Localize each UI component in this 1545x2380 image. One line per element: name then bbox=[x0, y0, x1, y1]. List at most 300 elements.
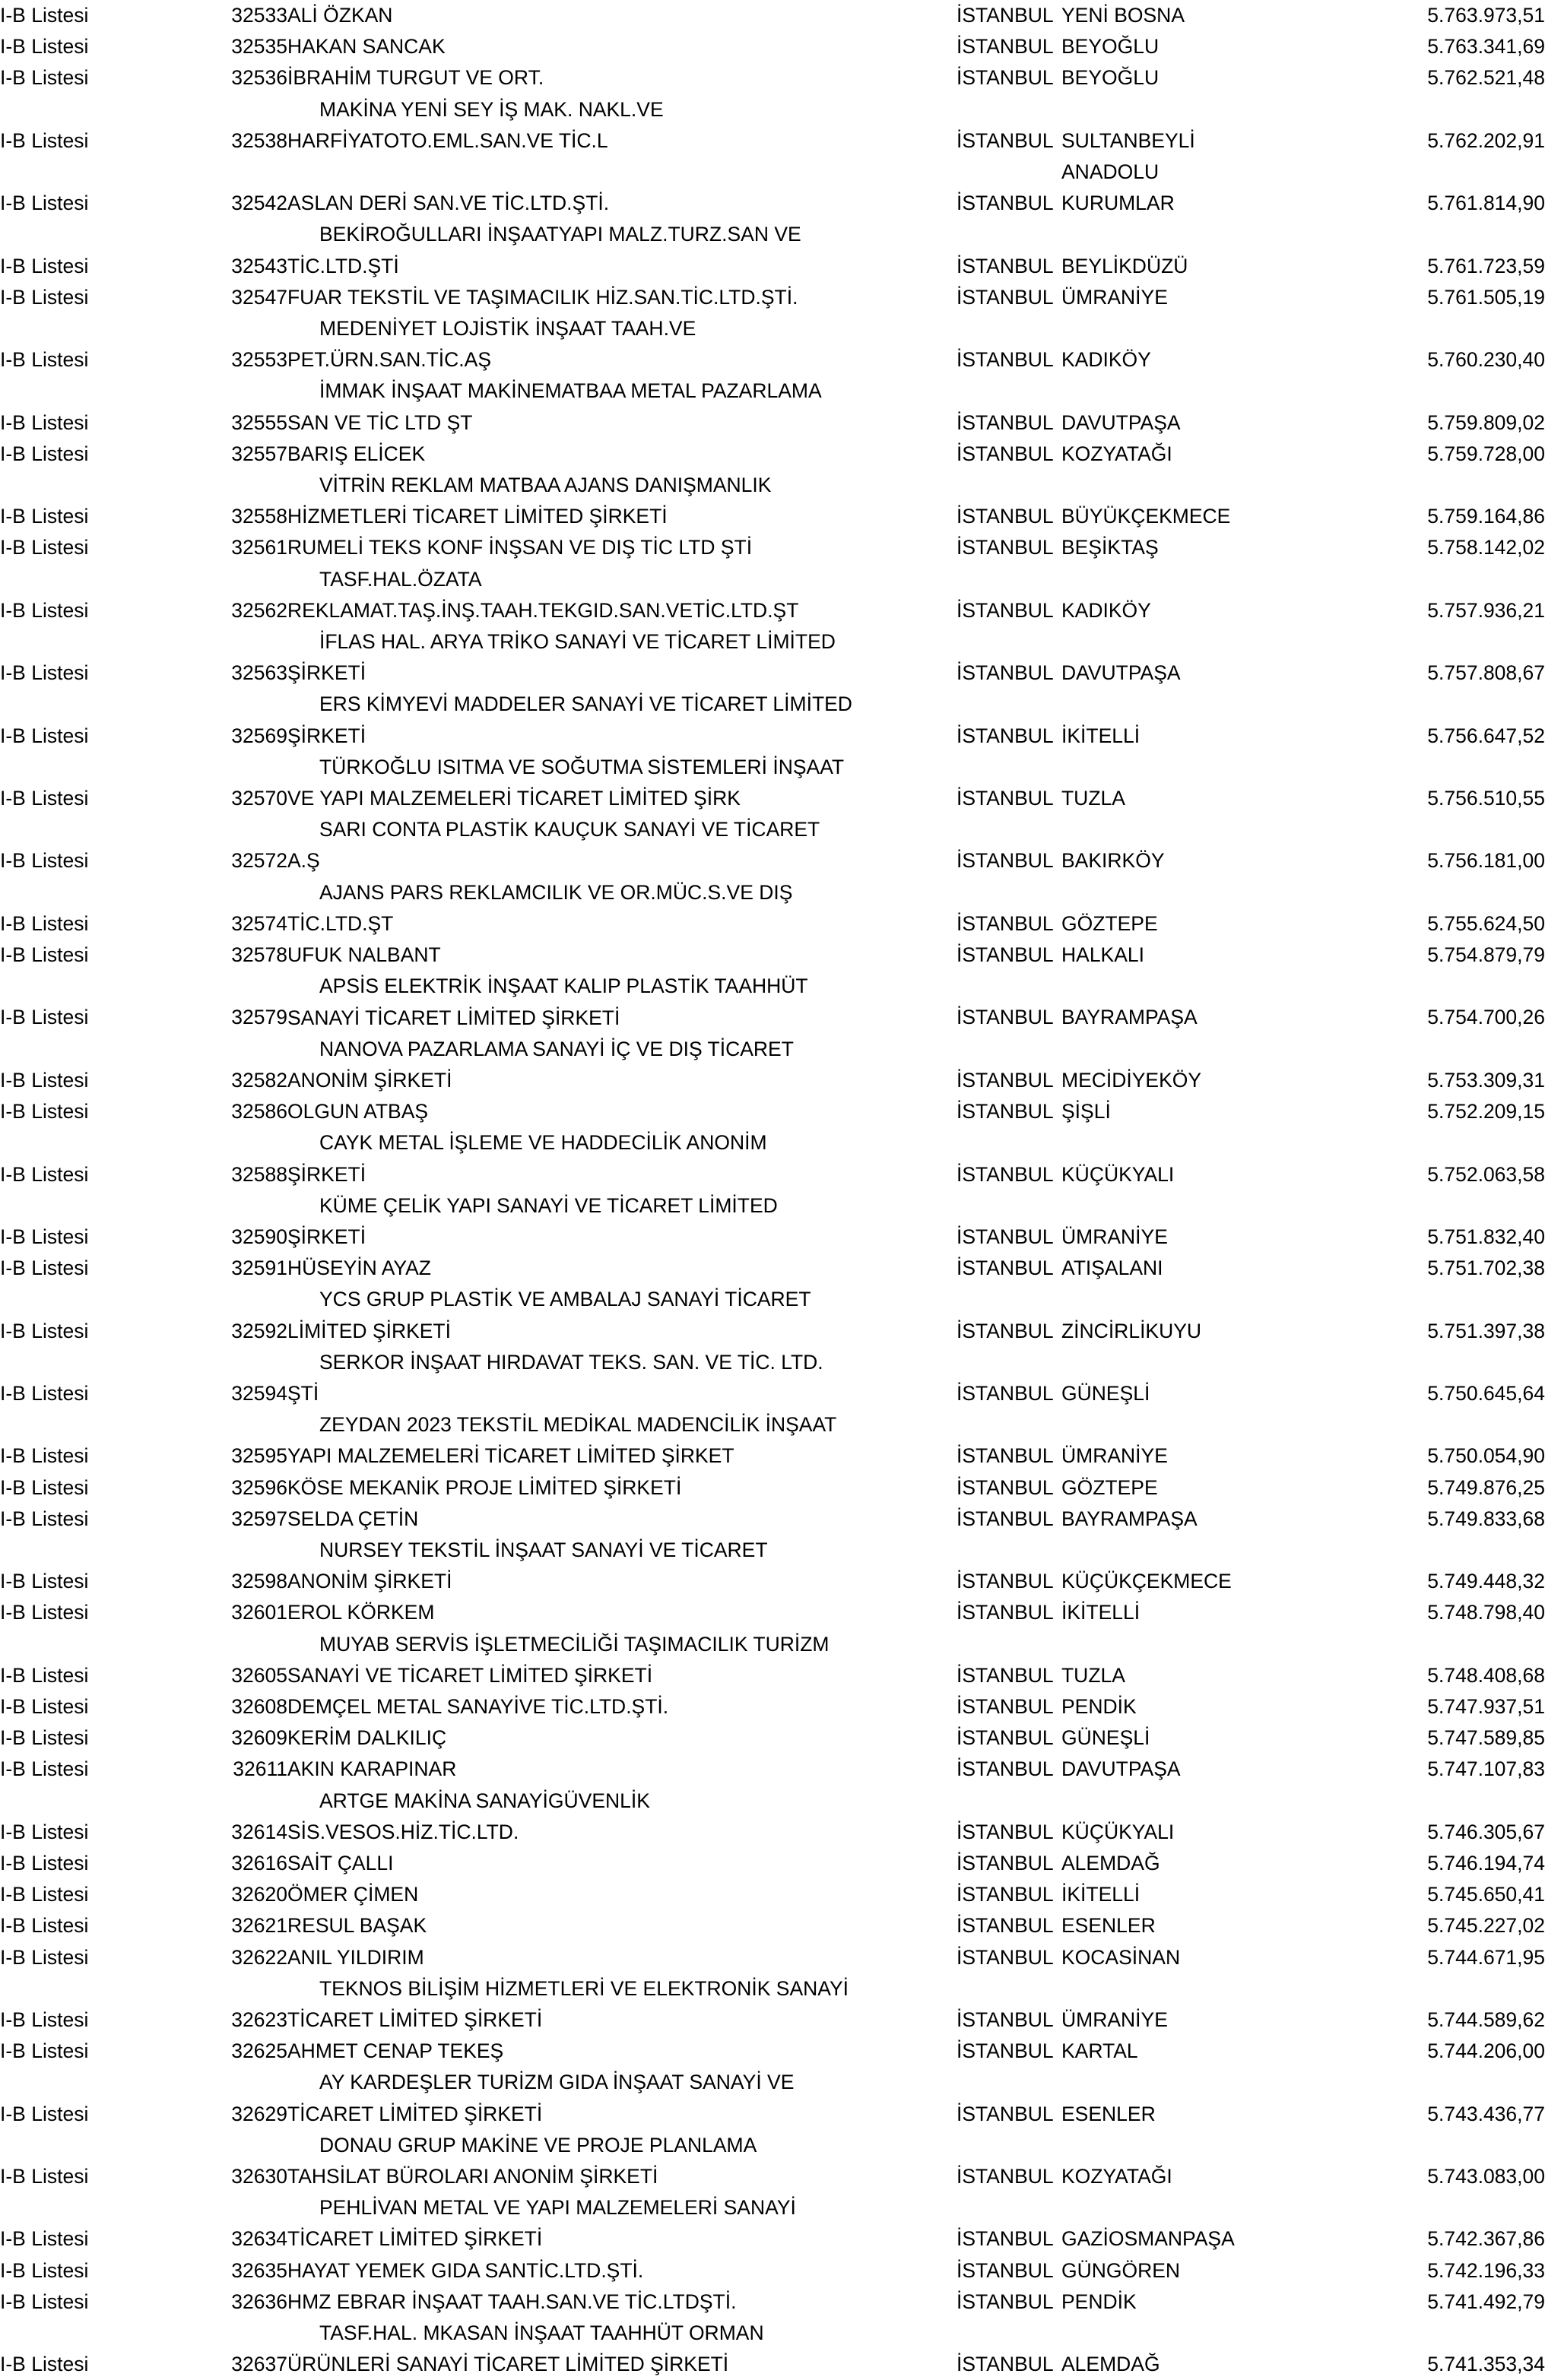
table-row bbox=[0, 1284, 1545, 1346]
table-row bbox=[0, 1879, 1545, 1910]
cell-tax-office bbox=[1061, 1973, 1356, 2036]
cell-record-id bbox=[205, 31, 287, 62]
cell-list-label bbox=[0, 1284, 205, 1346]
record-id: 32636 bbox=[231, 2290, 287, 2313]
list-label: I-B Listesi bbox=[0, 1475, 89, 1499]
cell-taxpayer-name bbox=[287, 877, 957, 940]
tax-office: ŞİŞLİ bbox=[1061, 1100, 1111, 1123]
cell-tax-office bbox=[1061, 1691, 1356, 1722]
cell-province bbox=[957, 689, 1061, 751]
debt-amount: 5.756.181,00 bbox=[1427, 849, 1545, 873]
cell-debt-amount bbox=[1356, 439, 1545, 470]
debt-amount: 5.757.808,67 bbox=[1427, 661, 1545, 685]
province: İSTANBUL bbox=[957, 128, 1054, 152]
cell-record-id bbox=[205, 2255, 287, 2287]
cell-list-label bbox=[0, 94, 205, 157]
cell-debt-amount bbox=[1356, 2036, 1545, 2067]
cell-province bbox=[957, 2067, 1061, 2129]
tax-office: YENİ BOSNA bbox=[1061, 4, 1185, 27]
taxpayer-name: LİMİTED ŞİRKETİ bbox=[287, 1319, 451, 1342]
cell-record-id bbox=[205, 2287, 287, 2318]
cell-record-id bbox=[205, 1848, 287, 1879]
province: İSTANBUL bbox=[957, 536, 1054, 559]
table-row bbox=[0, 1472, 1545, 1504]
cell-province bbox=[957, 1629, 1061, 1691]
tax-office: KÜÇÜKYALI bbox=[1061, 1820, 1175, 1843]
cell-list-label bbox=[0, 1879, 205, 1910]
list-label: I-B Listesi bbox=[0, 1663, 89, 1687]
cell-taxpayer-name bbox=[287, 940, 957, 971]
list-label: I-B Listesi bbox=[0, 849, 89, 873]
tax-office: ÜMRANİYE bbox=[1061, 1444, 1168, 1468]
debt-amount: 5.761.723,59 bbox=[1427, 254, 1545, 277]
table-row bbox=[0, 1409, 1545, 1472]
cell-list-label bbox=[0, 1629, 205, 1691]
cell-record-id bbox=[205, 2036, 287, 2067]
province: İSTANBUL bbox=[957, 1883, 1054, 1906]
taxpayer-name: TİCARET LİMİTED ŞİRKETİ bbox=[287, 2008, 543, 2031]
table-row bbox=[0, 1722, 1545, 1754]
table-row bbox=[0, 1629, 1545, 1691]
cell-debt-amount bbox=[1356, 31, 1545, 62]
cell-taxpayer-name bbox=[287, 1127, 957, 1190]
taxpayer-name-continuation: AY KARDEŞLER TURİZM GIDA İNŞAAT SANAYİ VE bbox=[319, 2071, 795, 2094]
record-id: 32582 bbox=[231, 1068, 287, 1092]
list-label: I-B Listesi bbox=[0, 911, 89, 935]
taxpayer-name-continuation: DONAU GRUP MAKİNE VE PROJE PLANLAMA bbox=[319, 2133, 757, 2157]
record-id: 32616 bbox=[231, 1851, 287, 1875]
record-id: 32592 bbox=[231, 1319, 287, 1342]
cell-debt-amount bbox=[1356, 1284, 1545, 1346]
record-id: 32561 bbox=[231, 536, 287, 559]
province: İSTANBUL bbox=[957, 911, 1054, 935]
debt-amount: 5.763.341,69 bbox=[1427, 35, 1545, 59]
taxpayer-name-continuation: MAKİNA YENİ SEY İŞ MAK. NAKL.VE bbox=[319, 97, 664, 121]
list-label: I-B Listesi bbox=[0, 442, 89, 465]
cell-province bbox=[957, 877, 1061, 940]
cell-province bbox=[957, 564, 1061, 626]
cell-tax-office bbox=[1061, 313, 1356, 376]
record-id: 32625 bbox=[231, 2039, 287, 2063]
province: İSTANBUL bbox=[957, 849, 1054, 873]
cell-tax-office bbox=[1061, 1034, 1356, 1096]
cell-tax-office bbox=[1061, 2192, 1356, 2255]
cell-province bbox=[957, 1409, 1061, 1472]
tax-office: KARTAL bbox=[1061, 2039, 1138, 2063]
cell-province bbox=[957, 1504, 1061, 1535]
cell-province bbox=[957, 2192, 1061, 2255]
record-id: 32596 bbox=[231, 1475, 287, 1499]
province: İSTANBUL bbox=[957, 348, 1054, 372]
list-label: I-B Listesi bbox=[0, 1257, 89, 1280]
cell-record-id bbox=[205, 1786, 287, 1848]
cell-list-label bbox=[0, 1942, 205, 1973]
taxpayer-name: HAKAN SANCAK bbox=[287, 35, 446, 59]
taxpayer-name: TİCARET LİMİTED ŞİRKETİ bbox=[287, 2227, 543, 2251]
cell-record-id bbox=[205, 877, 287, 940]
taxpayer-name-continuation: NANOVA PAZARLAMA SANAYİ İÇ VE DIŞ TİCARET bbox=[319, 1037, 794, 1060]
list-label: I-B Listesi bbox=[0, 1820, 89, 1843]
tax-office: GÖZTEPE bbox=[1061, 911, 1158, 935]
taxpayer-name-continuation: MUYAB SERVİS İŞLETMECİLİĞİ TAŞIMACILIK TURİZM bbox=[319, 1632, 830, 1656]
cell-record-id bbox=[205, 971, 287, 1033]
cell-taxpayer-name bbox=[287, 1629, 957, 1691]
cell-tax-office bbox=[1061, 282, 1356, 313]
cell-tax-office bbox=[1061, 1597, 1356, 1628]
tax-office: HALKALI bbox=[1061, 943, 1145, 967]
cell-debt-amount bbox=[1356, 2255, 1545, 2287]
cell-debt-amount bbox=[1356, 564, 1545, 626]
cell-tax-office bbox=[1061, 1347, 1356, 1409]
taxpayer-name: SELDA ÇETİN bbox=[287, 1507, 419, 1530]
cell-tax-office bbox=[1061, 971, 1356, 1033]
province: İSTANBUL bbox=[957, 2227, 1054, 2251]
province: İSTANBUL bbox=[957, 4, 1054, 27]
cell-taxpayer-name bbox=[287, 1535, 957, 1597]
debt-amount: 5.743.436,77 bbox=[1427, 2102, 1545, 2125]
cell-taxpayer-name bbox=[287, 1910, 957, 1941]
cell-province bbox=[957, 1472, 1061, 1504]
cell-record-id bbox=[205, 1347, 287, 1409]
cell-tax-office bbox=[1061, 1190, 1356, 1253]
list-label: I-B Listesi bbox=[0, 661, 89, 685]
cell-tax-office bbox=[1061, 1472, 1356, 1504]
taxpayer-name: RESUL BAŞAK bbox=[287, 1914, 427, 1938]
debt-amount: 5.752.063,58 bbox=[1427, 1162, 1545, 1186]
taxpayer-name-continuation: NURSEY TEKSTİL İNŞAAT SANAYİ VE TİCARET bbox=[319, 1538, 768, 1561]
province: İSTANBUL bbox=[957, 598, 1054, 622]
taxpayer-name-continuation: MEDENİYET LOJİSTİK İNŞAAT TAAH.VE bbox=[319, 317, 696, 341]
record-id: 32590 bbox=[231, 1225, 287, 1248]
debt-amount: 5.748.798,40 bbox=[1427, 1601, 1545, 1624]
table-row bbox=[0, 0, 1545, 31]
cell-province bbox=[957, 814, 1061, 876]
record-id: 32635 bbox=[231, 2258, 287, 2282]
list-label: I-B Listesi bbox=[0, 2008, 89, 2031]
list-label: I-B Listesi bbox=[0, 2102, 89, 2125]
tax-office: KÜÇÜKÇEKMECE bbox=[1061, 1570, 1232, 1593]
taxpayer-name: AKIN KARAPINAR bbox=[287, 1757, 457, 1781]
province: İSTANBUL bbox=[957, 1381, 1054, 1405]
province: İSTANBUL bbox=[957, 285, 1054, 309]
cell-record-id bbox=[205, 2067, 287, 2129]
tax-office: KOZYATAĞI bbox=[1061, 442, 1172, 465]
table-row bbox=[0, 1973, 1545, 2036]
list-label: I-B Listesi bbox=[0, 1381, 89, 1405]
cell-record-id bbox=[205, 1942, 287, 1973]
debt-amount: 5.749.876,25 bbox=[1427, 1475, 1545, 1499]
cell-province bbox=[957, 376, 1061, 438]
cell-record-id bbox=[205, 1973, 287, 2036]
cell-record-id bbox=[205, 376, 287, 438]
taxpayer-name: YAPI MALZEMELERİ TİCARET LİMİTED ŞİRKET bbox=[287, 1444, 734, 1468]
debt-amount: 5.742.367,86 bbox=[1427, 2227, 1545, 2251]
debt-amount: 5.751.702,38 bbox=[1427, 1257, 1545, 1280]
list-label: I-B Listesi bbox=[0, 1225, 89, 1248]
record-id: 32570 bbox=[231, 787, 287, 810]
cell-tax-office bbox=[1061, 1879, 1356, 1910]
taxpayer-name: PET.ÜRN.SAN.TİC.AŞ bbox=[287, 348, 491, 372]
cell-province bbox=[957, 1910, 1061, 1941]
province: İSTANBUL bbox=[957, 1945, 1054, 1969]
taxpayer-name: HİZMETLERİ TİCARET LİMİTED ŞİRKETİ bbox=[287, 505, 668, 528]
cell-debt-amount bbox=[1356, 1691, 1545, 1722]
list-label: I-B Listesi bbox=[0, 1162, 89, 1186]
cell-list-label bbox=[0, 31, 205, 62]
cell-list-label bbox=[0, 2287, 205, 2318]
cell-record-id bbox=[205, 94, 287, 157]
cell-list-label bbox=[0, 689, 205, 751]
cell-tax-office bbox=[1061, 62, 1356, 93]
tax-office: ÜMRANİYE bbox=[1061, 285, 1168, 309]
debt-amount: 5.751.397,38 bbox=[1427, 1319, 1545, 1342]
list-label: I-B Listesi bbox=[0, 35, 89, 59]
debt-amount: 5.756.647,52 bbox=[1427, 724, 1545, 747]
list-label: I-B Listesi bbox=[0, 2227, 89, 2251]
cell-tax-office bbox=[1061, 2255, 1356, 2287]
cell-taxpayer-name bbox=[287, 1879, 957, 1910]
record-id: 32601 bbox=[231, 1601, 287, 1624]
tax-office-continuation: ANADOLU bbox=[1061, 160, 1160, 184]
list-label: I-B Listesi bbox=[0, 348, 89, 372]
table-row bbox=[0, 470, 1545, 532]
record-id: 32630 bbox=[231, 2165, 287, 2188]
tax-office: BEYLİKDÜZÜ bbox=[1061, 254, 1188, 277]
cell-record-id bbox=[205, 814, 287, 876]
list-label: I-B Listesi bbox=[0, 1444, 89, 1468]
tax-office: BEYOĞLU bbox=[1061, 66, 1160, 90]
list-label: I-B Listesi bbox=[0, 285, 89, 309]
record-id: 32542 bbox=[231, 192, 287, 215]
cell-debt-amount bbox=[1356, 814, 1545, 876]
debt-amount: 5.761.505,19 bbox=[1427, 285, 1545, 309]
cell-tax-office bbox=[1061, 1722, 1356, 1754]
cell-province bbox=[957, 1879, 1061, 1910]
cell-debt-amount bbox=[1356, 1629, 1545, 1691]
cell-debt-amount bbox=[1356, 1597, 1545, 1628]
province: İSTANBUL bbox=[957, 943, 1054, 967]
cell-record-id bbox=[205, 1190, 287, 1253]
cell-tax-office bbox=[1061, 1409, 1356, 1472]
tax-office: KADIKÖY bbox=[1061, 598, 1151, 622]
record-id: 32543 bbox=[231, 254, 287, 277]
cell-taxpayer-name bbox=[287, 1472, 957, 1504]
taxpayer-name: ŞTİ bbox=[287, 1381, 319, 1405]
table-row bbox=[0, 2255, 1545, 2287]
cell-record-id bbox=[205, 62, 287, 93]
table-row bbox=[0, 1347, 1545, 1409]
cell-record-id bbox=[205, 752, 287, 814]
debt-amount: 5.744.589,62 bbox=[1427, 2008, 1545, 2031]
cell-debt-amount bbox=[1356, 313, 1545, 376]
cell-tax-office bbox=[1061, 1754, 1356, 1785]
province: İSTANBUL bbox=[957, 1475, 1054, 1499]
cell-record-id bbox=[205, 532, 287, 563]
cell-debt-amount bbox=[1356, 752, 1545, 814]
cell-record-id bbox=[205, 626, 287, 689]
cell-tax-office bbox=[1061, 1848, 1356, 1879]
record-id: 32609 bbox=[231, 1726, 287, 1750]
table-row bbox=[0, 564, 1545, 626]
table-row bbox=[0, 157, 1545, 219]
cell-tax-office bbox=[1061, 157, 1356, 219]
list-label: I-B Listesi bbox=[0, 724, 89, 747]
list-label: I-B Listesi bbox=[0, 1006, 89, 1029]
taxpayer-name: SANAYİ TİCARET LİMİTED ŞİRKETİ bbox=[287, 1006, 620, 1029]
cell-taxpayer-name bbox=[287, 1786, 957, 1848]
tax-office: KÜÇÜKYALI bbox=[1061, 1162, 1175, 1186]
taxpayer-name: ANIL YILDIRIM bbox=[287, 1945, 424, 1969]
tax-office: BAKIRKÖY bbox=[1061, 849, 1165, 873]
tax-office: ÜMRANİYE bbox=[1061, 1225, 1168, 1248]
cell-debt-amount bbox=[1356, 2130, 1545, 2192]
taxpayer-name: SANAYİ VE TİCARET LİMİTED ŞİRKETİ bbox=[287, 1663, 653, 1687]
cell-taxpayer-name bbox=[287, 532, 957, 563]
taxpayer-name-continuation: TÜRKOĞLU ISITMA VE SOĞUTMA SİSTEMLERİ İNŞAAT bbox=[319, 755, 845, 778]
cell-record-id bbox=[205, 1409, 287, 1472]
cell-debt-amount bbox=[1356, 1848, 1545, 1879]
province: İSTANBUL bbox=[957, 1601, 1054, 1624]
cell-taxpayer-name bbox=[287, 2067, 957, 2129]
debt-amount: 5.762.521,48 bbox=[1427, 66, 1545, 90]
cell-province bbox=[957, 1347, 1061, 1409]
province: İSTANBUL bbox=[957, 2102, 1054, 2125]
cell-debt-amount bbox=[1356, 1253, 1545, 1284]
cell-taxpayer-name bbox=[287, 439, 957, 470]
list-label: I-B Listesi bbox=[0, 2258, 89, 2282]
cell-taxpayer-name bbox=[287, 2287, 957, 2318]
cell-list-label bbox=[0, 2130, 205, 2192]
cell-tax-office bbox=[1061, 1942, 1356, 1973]
cell-record-id bbox=[205, 1629, 287, 1691]
cell-record-id bbox=[205, 1910, 287, 1941]
table-row bbox=[0, 1034, 1545, 1096]
province: İSTANBUL bbox=[957, 2039, 1054, 2063]
taxpayer-name: ŞİRKETİ bbox=[287, 1225, 366, 1248]
cell-list-label bbox=[0, 376, 205, 438]
cell-province bbox=[957, 2255, 1061, 2287]
cell-record-id bbox=[205, 219, 287, 281]
tax-office: BEŞİKTAŞ bbox=[1061, 536, 1159, 559]
taxpayer-name-continuation: ERS KİMYEVİ MADDELER SANAYİ VE TİCARET LİMİTED bbox=[319, 692, 852, 716]
record-id: 32622 bbox=[231, 1945, 287, 1969]
record-id: 32572 bbox=[231, 849, 287, 873]
taxpayer-name: A.Ş bbox=[287, 849, 320, 873]
cell-list-label bbox=[0, 2192, 205, 2255]
cell-province bbox=[957, 313, 1061, 376]
cell-record-id bbox=[205, 1034, 287, 1096]
record-id: 32557 bbox=[231, 442, 287, 465]
taxpayer-name-continuation: APSİS ELEKTRİK İNŞAAT KALIP PLASTİK TAAHHÜT bbox=[319, 975, 808, 998]
cell-taxpayer-name bbox=[287, 470, 957, 532]
cell-tax-office bbox=[1061, 1535, 1356, 1597]
cell-list-label bbox=[0, 2318, 205, 2380]
list-label: I-B Listesi bbox=[0, 1726, 89, 1750]
debt-amount: 5.747.589,85 bbox=[1427, 1726, 1545, 1750]
province: İSTANBUL bbox=[957, 35, 1054, 59]
record-id: 32558 bbox=[231, 505, 287, 528]
taxpayer-name: HÜSEYİN AYAZ bbox=[287, 1257, 431, 1280]
cell-tax-office bbox=[1061, 0, 1356, 31]
cell-taxpayer-name bbox=[287, 564, 957, 626]
province: İSTANBUL bbox=[957, 1006, 1054, 1029]
taxpayer-name-continuation: CAYK METAL İŞLEME VE HADDECİLİK ANONİM bbox=[319, 1131, 767, 1155]
cell-taxpayer-name bbox=[287, 2130, 957, 2192]
cell-list-label bbox=[0, 752, 205, 814]
list-label: I-B Listesi bbox=[0, 1694, 89, 1718]
taxpayer-name: ANONİM ŞİRKETİ bbox=[287, 1068, 452, 1092]
tax-office: BEYOĞLU bbox=[1061, 35, 1160, 59]
record-id: 32611 bbox=[233, 1757, 287, 1781]
province: İSTANBUL bbox=[957, 787, 1054, 810]
cell-debt-amount bbox=[1356, 282, 1545, 313]
record-id: 32538 bbox=[231, 128, 287, 152]
province: İSTANBUL bbox=[957, 442, 1054, 465]
list-label: I-B Listesi bbox=[0, 1068, 89, 1092]
taxpayer-name: ŞİRKETİ bbox=[287, 724, 366, 747]
cell-list-label bbox=[0, 1190, 205, 1253]
cell-province bbox=[957, 1973, 1061, 2036]
province: İSTANBUL bbox=[957, 1068, 1054, 1092]
cell-taxpayer-name bbox=[287, 157, 957, 219]
tax-office: ESENLER bbox=[1061, 2102, 1156, 2125]
cell-taxpayer-name bbox=[287, 313, 957, 376]
tax-office: ESENLER bbox=[1061, 1914, 1156, 1938]
province: İSTANBUL bbox=[957, 1694, 1054, 1718]
cell-taxpayer-name bbox=[287, 282, 957, 313]
debt-amount: 5.763.973,51 bbox=[1427, 4, 1545, 27]
cell-debt-amount bbox=[1356, 2287, 1545, 2318]
province: İSTANBUL bbox=[957, 1570, 1054, 1593]
province: İSTANBUL bbox=[957, 192, 1054, 215]
cell-record-id bbox=[205, 1691, 287, 1722]
list-label: I-B Listesi bbox=[0, 1883, 89, 1906]
cell-taxpayer-name bbox=[287, 1973, 957, 2036]
list-label: I-B Listesi bbox=[0, 1914, 89, 1938]
cell-debt-amount bbox=[1356, 94, 1545, 157]
cell-province bbox=[957, 282, 1061, 313]
list-label: I-B Listesi bbox=[0, 1851, 89, 1875]
taxpayer-name: KERİM DALKILIÇ bbox=[287, 1726, 447, 1750]
cell-debt-amount bbox=[1356, 470, 1545, 532]
taxpayer-name: ALİ ÖZKAN bbox=[287, 4, 393, 27]
debt-amount: 5.752.209,15 bbox=[1427, 1100, 1545, 1123]
cell-taxpayer-name bbox=[287, 1190, 957, 1253]
list-label: I-B Listesi bbox=[0, 598, 89, 622]
taxpayer-name-continuation: TASF.HAL. MKASAN İNŞAAT TAAHHÜT ORMAN bbox=[319, 2321, 764, 2345]
debt-amount: 5.742.196,33 bbox=[1427, 2258, 1545, 2282]
cell-province bbox=[957, 2318, 1061, 2380]
list-label: I-B Listesi bbox=[0, 943, 89, 967]
debt-amount: 5.746.194,74 bbox=[1427, 1851, 1545, 1875]
cell-taxpayer-name bbox=[287, 1504, 957, 1535]
cell-list-label bbox=[0, 1535, 205, 1597]
tax-office: PENDİK bbox=[1061, 1694, 1137, 1718]
record-id: 32547 bbox=[231, 285, 287, 309]
cell-province bbox=[957, 62, 1061, 93]
cell-debt-amount bbox=[1356, 157, 1545, 219]
cell-debt-amount bbox=[1356, 1096, 1545, 1127]
record-id: 32569 bbox=[231, 724, 287, 747]
list-label: I-B Listesi bbox=[0, 66, 89, 90]
record-id: 32574 bbox=[231, 911, 287, 935]
list-label: I-B Listesi bbox=[0, 410, 89, 434]
cell-taxpayer-name bbox=[287, 1691, 957, 1722]
cell-debt-amount bbox=[1356, 877, 1545, 940]
taxpayer-name: TAHSİLAT BÜROLARI ANONİM ŞİRKETİ bbox=[287, 2165, 658, 2188]
cell-debt-amount bbox=[1356, 532, 1545, 563]
debt-amount: 5.760.230,40 bbox=[1427, 348, 1545, 372]
